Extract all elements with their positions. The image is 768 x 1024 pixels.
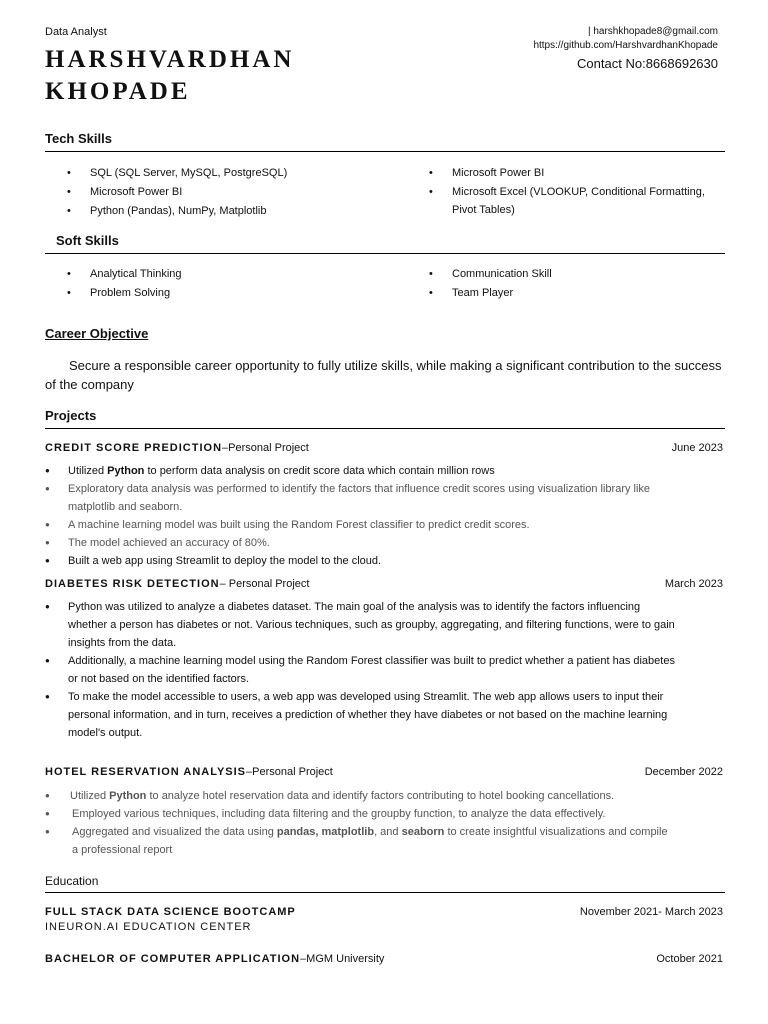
project-bullets <box>45 787 675 859</box>
project-date: March 2023 <box>664 578 723 590</box>
soft-skills-right-list <box>429 265 724 303</box>
project-type: – Personal Project <box>219 578 310 590</box>
list-item: ● To make the model accessible to users, a web app was developed using Streamlit. The web app allows users to input their personal information, and in turn, receives a prediction of whether they have diabetes or not based on the machine learning model's output. <box>45 688 680 742</box>
education-entry <box>45 953 723 965</box>
education-institution: INEURON.AI EDUCATION CENTER <box>45 921 252 933</box>
project-title: CREDIT SCORE PREDICTION <box>45 442 223 454</box>
list-item: ● A machine learning model was built using the Random Forest classifier to predict credit scores. <box>45 516 675 534</box>
project-header <box>45 578 723 590</box>
job-role: Data Analyst <box>45 26 107 38</box>
project-header <box>45 766 723 778</box>
project-type: –Personal Project <box>222 442 309 454</box>
list-item: ● The model achieved an accuracy of 80%. <box>45 534 675 552</box>
list-item: ● Employed various techniques, including data filtering and the groupby function, to analyze the data effectively. <box>45 805 675 823</box>
project-date: December 2022 <box>644 766 723 778</box>
list-item: • Microsoft Excel (VLOOKUP, Conditional Formatting, Pivot Tables) <box>429 183 724 219</box>
project-bullets <box>45 598 680 742</box>
education-date: November 2021- March 2023 <box>579 906 723 918</box>
objective-title: Career Objective <box>45 326 149 341</box>
list-item: • Python (Pandas), NumPy, Matplotlib <box>67 202 367 221</box>
soft-skills-title: Soft Skills <box>56 233 119 248</box>
contact-block <box>533 25 718 73</box>
project-header <box>45 442 723 454</box>
list-item: • Microsoft Power BI <box>67 183 367 202</box>
tech-skills-right-list <box>429 164 724 219</box>
soft-skills-left-list <box>67 265 367 303</box>
name-first: HARSHVARDHAN <box>45 46 295 73</box>
divider <box>45 253 725 254</box>
education-title-item: BACHELOR OF COMPUTER APPLICATION <box>45 953 301 965</box>
project-type: –Personal Project <box>246 766 333 778</box>
projects-title: Projects <box>45 408 97 423</box>
name-last: KHOPADE <box>45 78 191 105</box>
tech-skills-left-list <box>67 164 367 221</box>
candidate-name <box>45 44 294 108</box>
list-item: • Team Player <box>429 284 724 303</box>
tech-skills-title: Tech Skills <box>45 131 112 146</box>
list-item: ● Aggregated and visualized the data using pandas, matplotlib, and seaborn to create insightful visualizations and compile a professional report <box>45 823 675 859</box>
list-item: ● Python was utilized to analyze a diabetes dataset. The main goal of the analysis was to identify the factors influencing whether a person has diabetes or not. Various techniques, such as groupby, aggregating, and filtering functions, were to gain insights from the data. <box>45 598 680 652</box>
project-bullets <box>45 462 675 570</box>
list-item: • Analytical Thinking <box>67 265 367 284</box>
list-item: • Communication Skill <box>429 265 724 284</box>
list-item: ● Exploratory data analysis was performed to identify the factors that influence credit scores using visualization library like matplotlib and seaborn. <box>45 480 675 516</box>
list-item: ● Built a web app using Streamlit to deploy the model to the cloud. <box>45 552 675 570</box>
project-title: DIABETES RISK DETECTION <box>45 578 220 590</box>
github-link[interactable]: https://github.com/HarshvardhanKhopade <box>533 40 718 51</box>
divider <box>45 151 725 152</box>
education-title-item: FULL STACK DATA SCIENCE BOOTCAMP <box>45 906 296 918</box>
list-item: ● Utilized Python to perform data analysis on credit score data which contain million rows <box>45 462 675 480</box>
education-title: Education <box>45 874 99 888</box>
education-institution: –MGM University <box>300 953 385 965</box>
project-title: HOTEL RESERVATION ANALYSIS <box>45 766 247 778</box>
phone-number: Contact No:8668692630 <box>577 56 718 71</box>
divider <box>45 428 725 429</box>
education-date: October 2021 <box>656 953 723 965</box>
email-link[interactable]: | harshkhopade8@gmail.com <box>587 26 718 37</box>
objective-text: Secure a responsible career opportunity to fully utilize skills, while making a significant contribution to the success of the company <box>45 358 722 392</box>
education-entry <box>45 906 723 918</box>
list-item: ● Utilized Python to analyze hotel reservation data and identify factors contributing to hotel booking cancellations. <box>45 787 675 805</box>
list-item: ● Additionally, a machine learning model using the Random Forest classifier was built to predict whether a patient has diabetes or not based on the identified factors. <box>45 652 680 688</box>
list-item: • Microsoft Power BI <box>429 164 724 182</box>
project-date: June 2023 <box>671 442 723 454</box>
list-item: • Problem Solving <box>67 284 367 303</box>
divider <box>45 892 725 893</box>
list-item: • SQL (SQL Server, MySQL, PostgreSQL) <box>67 164 367 183</box>
